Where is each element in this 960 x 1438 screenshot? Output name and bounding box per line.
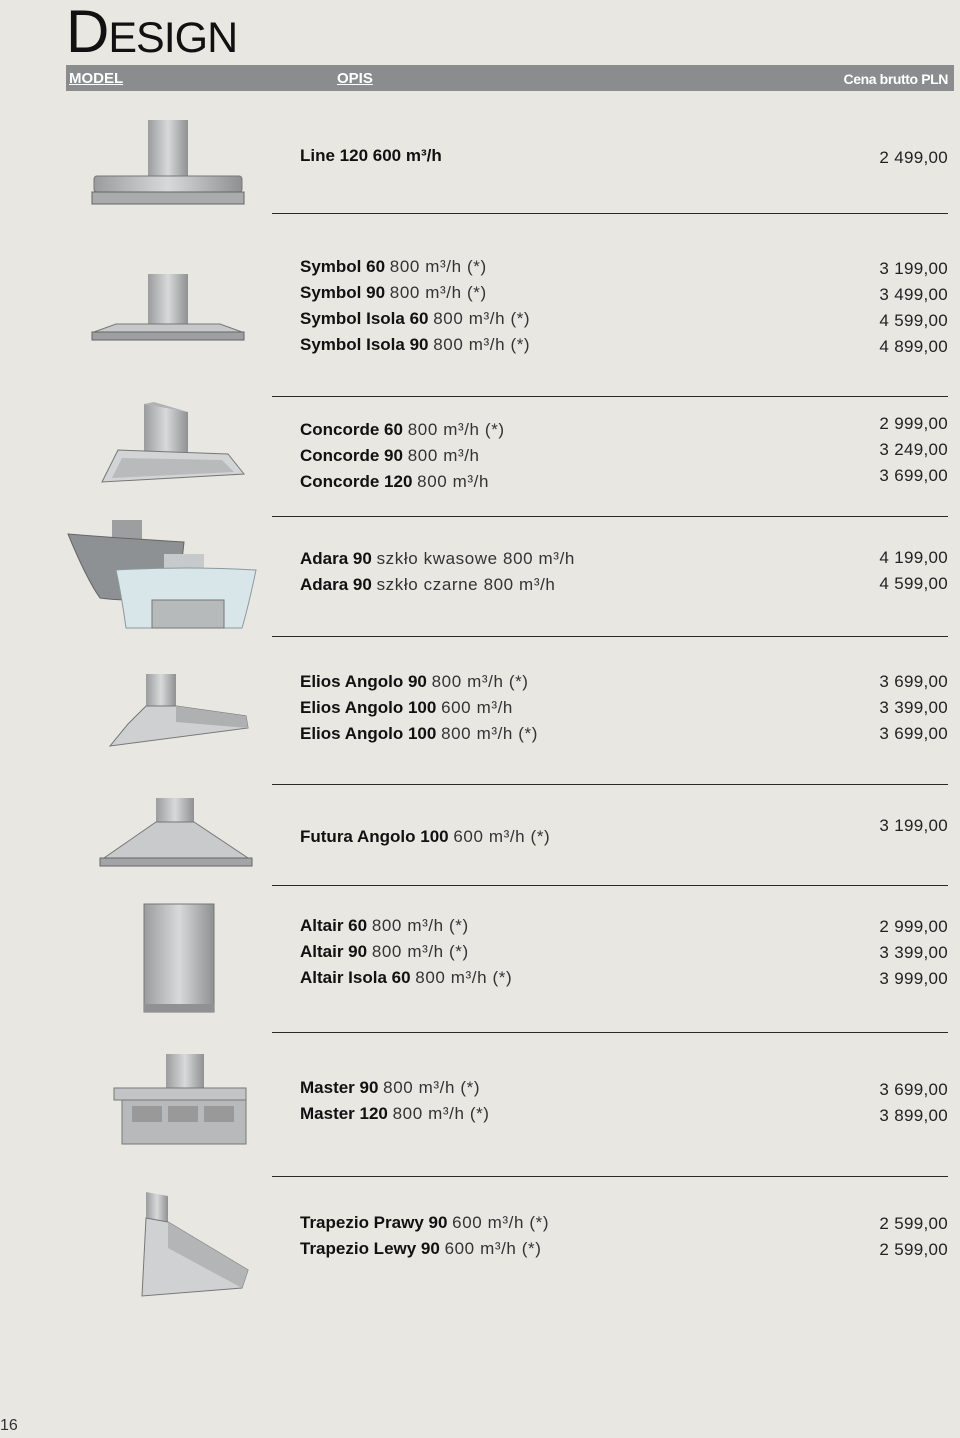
product-name: Adara 90 [300, 575, 372, 594]
product-desc: 800 m³/h (*) [433, 335, 531, 354]
row-separator [272, 516, 948, 517]
row-separator [272, 784, 948, 785]
row-elios-desc [300, 669, 538, 747]
product-desc: 800 m³/h (*) [389, 257, 487, 276]
header-opis: OPIS [337, 70, 373, 87]
product-desc: 800 m³/h (*) [407, 420, 505, 439]
product-line [300, 572, 575, 598]
price: 4 599,00 [879, 574, 948, 593]
page-title [66, 2, 237, 68]
product-line [300, 546, 575, 572]
price: 3 399,00 [879, 698, 948, 717]
price: 3 899,00 [879, 1106, 948, 1125]
row-concorde-desc [300, 417, 505, 495]
price: 2 999,00 [879, 917, 948, 936]
product-name: Futura Angolo 100 [300, 827, 449, 846]
product-name: Elios Angolo 100 [300, 698, 437, 717]
row-separator [272, 1032, 948, 1033]
elios-hood-icon [106, 670, 252, 750]
price: 4 199,00 [879, 548, 948, 567]
row-trapezio-desc [300, 1210, 549, 1262]
price: 3 249,00 [879, 440, 948, 459]
product-name: Symbol Isola 60 [300, 309, 429, 328]
product-name: Trapezio Lewy 90 [300, 1239, 440, 1258]
page-number: 16 [0, 1417, 18, 1434]
product-desc: 800 m³/h (*) [371, 916, 469, 935]
product-line [300, 824, 550, 850]
row-concorde-prices [879, 411, 948, 489]
product-desc: 600 m³/h (*) [444, 1239, 542, 1258]
product-desc: 600 m³/h (*) [452, 1213, 550, 1232]
row-altair-prices [879, 914, 948, 992]
price: 3 199,00 [879, 259, 948, 278]
row-altair-desc [300, 913, 512, 991]
product-line [300, 721, 538, 747]
row-adara-prices [879, 545, 948, 597]
product-line [300, 1075, 490, 1101]
row-futura-prices [879, 813, 948, 839]
product-desc: 800 m³/h (*) [383, 1078, 481, 1097]
product-name: Elios Angolo 90 [300, 672, 427, 691]
price: 3 499,00 [879, 285, 948, 304]
product-desc: 800 m³/h [417, 472, 490, 491]
product-line [300, 417, 505, 443]
product-line [300, 332, 530, 358]
row-line-prices [879, 145, 948, 171]
product-name: Altair Isola 60 [300, 968, 411, 987]
product-line [300, 1210, 549, 1236]
trapezio-hood-icon [138, 1188, 254, 1300]
product-desc: 800 m³/h (*) [389, 283, 487, 302]
product-name: Concorde 90 [300, 446, 403, 465]
price: 3 999,00 [879, 969, 948, 988]
product-name: Elios Angolo 100 [300, 724, 437, 743]
concorde-hood-icon [98, 400, 248, 488]
price: 3 699,00 [879, 1080, 948, 1099]
row-trapezio-prices [879, 1211, 948, 1263]
price: 3 699,00 [879, 672, 948, 691]
price: 2 599,00 [879, 1240, 948, 1259]
row-separator [272, 396, 948, 397]
price: 3 399,00 [879, 943, 948, 962]
header-model: MODEL [69, 70, 124, 87]
product-name: Master 120 [300, 1104, 388, 1123]
product-line [300, 939, 512, 965]
row-futura-desc [300, 824, 550, 850]
product-line [300, 443, 505, 469]
futura-hood-icon [98, 796, 254, 870]
product-desc: szkło kwasowe 800 m³/h [376, 549, 575, 568]
product-name: Adara 90 [300, 549, 372, 568]
product-line [300, 469, 505, 495]
product-line [300, 1236, 549, 1262]
product-line [300, 306, 530, 332]
product-desc: 600 m³/h [441, 698, 513, 717]
product-name: Symbol 60 [300, 257, 386, 276]
title-rest: ESIGN [108, 14, 238, 62]
row-symbol-desc [300, 254, 530, 358]
title-initial: D [66, 0, 109, 65]
row-separator [272, 885, 948, 886]
price: 2 499,00 [879, 148, 948, 167]
product-name: Concorde 60 [300, 420, 403, 439]
product-desc: 800 m³/h (*) [392, 1104, 490, 1123]
product-name: Trapezio Prawy 90 [300, 1213, 448, 1232]
price: 2 999,00 [879, 414, 948, 433]
adara-hood-icon [66, 518, 260, 632]
product-name: Symbol 90 [300, 283, 386, 302]
product-line [300, 254, 530, 280]
product-desc: 800 m³/h (*) [371, 942, 469, 961]
symbol-hood-icon [88, 270, 248, 350]
row-line-desc [300, 143, 442, 169]
row-master-prices [879, 1077, 948, 1129]
row-master-desc [300, 1075, 490, 1127]
header-price: Cena brutto PLN [843, 71, 948, 87]
product-line [300, 965, 512, 991]
table-header [66, 65, 954, 91]
altair-hood-icon [140, 900, 218, 1018]
product-name: Altair 90 [300, 942, 368, 961]
row-separator [272, 213, 948, 214]
product-desc: szkło czarne 800 m³/h [376, 575, 556, 594]
product-name: Master 90 [300, 1078, 379, 1097]
line-hood-icon [88, 118, 248, 210]
row-elios-prices [879, 669, 948, 747]
product-line [300, 913, 512, 939]
product-line [300, 695, 538, 721]
price: 3 699,00 [879, 466, 948, 485]
row-adara-desc [300, 546, 575, 598]
price: 3 699,00 [879, 724, 948, 743]
price: 4 899,00 [879, 337, 948, 356]
row-separator [272, 1176, 948, 1177]
product-name: Line 120 600 m³/h [300, 146, 442, 165]
product-line [300, 143, 442, 169]
product-desc: 800 m³/h (*) [415, 968, 513, 987]
product-line [300, 1101, 490, 1127]
product-desc: 800 m³/h (*) [441, 724, 539, 743]
product-desc: 600 m³/h (*) [453, 827, 551, 846]
product-name: Symbol Isola 90 [300, 335, 429, 354]
product-desc: 800 m³/h [407, 446, 480, 465]
row-symbol-prices [879, 256, 948, 360]
product-desc: 800 m³/h (*) [431, 672, 529, 691]
price: 3 199,00 [879, 816, 948, 835]
price: 2 599,00 [879, 1214, 948, 1233]
row-separator [272, 636, 948, 637]
price: 4 599,00 [879, 311, 948, 330]
product-line [300, 669, 538, 695]
product-desc: 800 m³/h (*) [433, 309, 531, 328]
product-line [300, 280, 530, 306]
product-name: Concorde 120 [300, 472, 413, 491]
master-hood-icon [110, 1052, 250, 1148]
product-name: Altair 60 [300, 916, 368, 935]
